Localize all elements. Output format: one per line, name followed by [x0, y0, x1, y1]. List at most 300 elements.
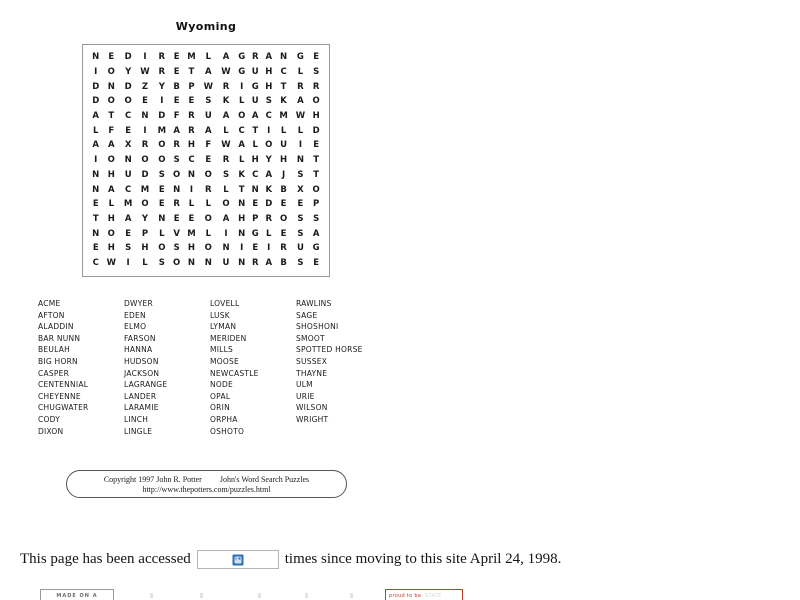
proud-to-be-badge[interactable]	[385, 589, 463, 600]
grid-cell: T	[280, 81, 287, 92]
word-list-item: LINCH	[124, 414, 149, 424]
grid-cell: H	[141, 243, 149, 254]
grid-row	[89, 256, 323, 271]
word-list-item: THAYNE	[296, 368, 328, 378]
word-list-item: SUSSEX	[296, 356, 328, 366]
grid-cell: G	[312, 243, 320, 254]
decor-dot	[305, 593, 308, 598]
grid-cell: E	[158, 199, 165, 210]
word-list-item: CHUGWATER	[38, 403, 89, 413]
grid-cell: A	[251, 110, 259, 121]
grid-cell: D	[265, 199, 273, 210]
grid-cell: O	[141, 155, 149, 166]
hit-counter-image	[197, 550, 279, 569]
word-search-grid	[82, 44, 330, 277]
grid-cell: G	[296, 52, 304, 63]
grid-cell: K	[265, 184, 273, 195]
word-column	[210, 298, 296, 437]
grid-cell: F	[108, 125, 115, 136]
grid-cell: E	[188, 96, 195, 107]
word-list-item: ORPHA	[210, 414, 238, 424]
grid-cell: G	[251, 81, 259, 92]
grid-cell: A	[173, 125, 180, 136]
decor-dot	[258, 593, 261, 598]
grid-cell: H	[107, 214, 115, 225]
grid-cell: O	[173, 258, 181, 269]
grid-cell: L	[238, 96, 245, 107]
grid-cell: C	[188, 155, 195, 166]
grid-cell: R	[251, 52, 259, 63]
grid-cell: N	[92, 52, 100, 63]
grid-cell: N	[187, 258, 195, 269]
word-list-item: MERIDEN	[210, 333, 247, 343]
grid-cell: H	[265, 66, 273, 77]
word-list-item: RAWLINS	[296, 299, 332, 308]
made-on-a-mac-badge[interactable]: MADE ON A	[40, 589, 114, 600]
word-list-item: LYMAN	[210, 322, 237, 332]
grid-cell: O	[312, 96, 320, 107]
grid-cell: R	[222, 81, 230, 92]
grid-cell: K	[222, 96, 230, 107]
grid-cell: H	[107, 169, 115, 180]
grid-cell: E	[173, 66, 180, 77]
grid-cell: O	[158, 155, 166, 166]
grid-cell: L	[238, 155, 245, 166]
grid-row	[89, 65, 323, 80]
grid-cell: P	[188, 81, 195, 92]
grid-cell: T	[92, 214, 99, 225]
grid-cell: A	[297, 96, 304, 107]
grid-cell: R	[280, 243, 287, 254]
grid-cell: O	[107, 155, 115, 166]
grid-cell: O	[107, 66, 115, 77]
copyright-url[interactable]: http://www.thepotters.com/puzzles.html	[142, 484, 271, 494]
word-list-item: SHOSHONI	[296, 322, 339, 332]
word-list-item: EDEN	[124, 310, 146, 320]
word-column	[124, 298, 210, 437]
word-list-item: LAGRANGE	[124, 380, 168, 390]
word-list-item: BEULAH	[38, 345, 70, 355]
grid-cell: S	[158, 258, 165, 269]
grid-cell: H	[107, 243, 115, 254]
grid-cell: L	[252, 140, 258, 151]
decor-dot	[150, 593, 153, 598]
grid-cell: O	[279, 214, 288, 225]
grid-cell: R	[297, 81, 304, 92]
grid-cell: E	[252, 243, 259, 254]
grid-cell: U	[280, 140, 288, 151]
grid-cell: S	[313, 66, 320, 77]
grid-row	[89, 138, 323, 153]
word-list-item: BIG HORN	[38, 356, 78, 366]
grid-cell: I	[143, 125, 147, 136]
proud-badge-dim-text: STATE	[423, 593, 442, 599]
grid-cell: N	[238, 228, 246, 239]
grid-cell: E	[188, 214, 195, 225]
grid-cell: E	[252, 199, 259, 210]
grid-cell: U	[204, 110, 212, 121]
grid-cell: C	[92, 258, 99, 269]
grid-cell: D	[124, 52, 132, 63]
grid-cell: C	[265, 110, 272, 121]
grid-cell: A	[265, 169, 273, 180]
grid-cell: I	[240, 243, 244, 254]
grid-cell: I	[160, 96, 164, 107]
grid-cell: L	[205, 199, 211, 210]
grid-cell: P	[141, 228, 149, 239]
grid-row	[89, 50, 323, 65]
word-list-item: SMOOT	[296, 333, 325, 343]
grid-cell: T	[108, 110, 115, 121]
grid-cell: I	[189, 184, 194, 195]
grid-cell: C	[280, 66, 287, 77]
grid-cell: N	[141, 110, 149, 121]
grid-cell: U	[251, 96, 259, 107]
word-list-item: URIE	[296, 391, 315, 401]
grid-cell: L	[280, 125, 287, 136]
word-column	[38, 298, 124, 437]
grid-cell: E	[125, 125, 132, 136]
word-list-item: CHEYENNE	[38, 391, 81, 401]
grid-cell: N	[296, 155, 304, 166]
word-list-item: MILLS	[210, 345, 234, 355]
grid-cell: E	[297, 199, 304, 210]
grid-cell: R	[188, 110, 195, 121]
grid-cell: R	[141, 140, 149, 151]
grid-cell: L	[108, 199, 114, 210]
grid-cell: S	[222, 169, 230, 180]
grid-cell: G	[238, 52, 246, 63]
grid-cell: S	[297, 214, 304, 225]
grid-cell: N	[92, 228, 100, 239]
grid-cell: L	[266, 228, 272, 239]
grid-cell: O	[124, 96, 132, 107]
grid-cell: O	[265, 140, 273, 151]
grid-cell: A	[204, 125, 212, 136]
grid-cell: O	[204, 169, 212, 180]
grid-cell: S	[158, 169, 165, 180]
grid-cell: H	[187, 243, 195, 254]
grid-cell: X	[297, 184, 304, 195]
grid-cell: I	[94, 66, 98, 77]
grid-row	[89, 182, 323, 197]
grid-cell: R	[265, 214, 273, 225]
grid-cell: W	[106, 258, 116, 269]
grid-cell: A	[222, 110, 230, 121]
grid-cell: A	[92, 140, 100, 151]
grid-cell: O	[173, 169, 181, 180]
grid-row	[89, 241, 323, 256]
grid-cell: T	[188, 66, 195, 77]
grid-cell: E	[173, 214, 180, 225]
grid-cell: A	[92, 110, 100, 121]
word-list-item: SPOTTED HORSE	[296, 345, 363, 355]
word-list-item: LUSK	[210, 310, 230, 320]
grid-cell: N	[158, 214, 166, 225]
grid-cell: A	[222, 52, 230, 63]
grid-cell: E	[280, 228, 287, 239]
grid-cell: L	[205, 228, 211, 239]
grid-cell: I	[224, 228, 228, 239]
word-list-item: LINGLE	[124, 426, 153, 436]
grid-cell: E	[313, 258, 320, 269]
decor-dot	[350, 593, 353, 598]
grid-cell: A	[265, 52, 273, 63]
word-list-item: HANNA	[124, 345, 153, 355]
proud-badge-label: proud to be	[389, 593, 422, 599]
word-list-item: ULM	[296, 380, 313, 390]
page-title: Wyoming	[175, 20, 237, 33]
grid-cell: L	[205, 52, 211, 63]
grid-cell: R	[222, 155, 230, 166]
grid-cell: C	[125, 184, 132, 195]
grid-cell: A	[265, 258, 273, 269]
grid-cell: T	[252, 125, 259, 136]
word-list-item: BAR NUNN	[38, 333, 81, 343]
grid-cell: R	[173, 140, 180, 151]
grid-cell: N	[280, 52, 288, 63]
grid-cell: W	[203, 81, 213, 92]
grid-cell: M	[187, 52, 196, 63]
grid-cell: E	[108, 52, 115, 63]
grid-cell: N	[187, 169, 195, 180]
grid-cell: R	[312, 81, 320, 92]
grid-cell: T	[313, 169, 320, 180]
word-list-item: SAGE	[296, 310, 318, 320]
grid-row	[89, 109, 323, 124]
grid-cell: W	[221, 140, 231, 151]
grid-cell: N	[238, 258, 246, 269]
grid-cell: I	[94, 155, 98, 166]
copyright-box	[66, 470, 347, 498]
grid-cell: S	[173, 243, 180, 254]
grid-cell: C	[125, 110, 132, 121]
word-list-item: DWYER	[124, 299, 153, 308]
word-list-item: LARAMIE	[124, 403, 159, 413]
grid-cell: E	[173, 96, 180, 107]
grid-cell: E	[313, 52, 320, 63]
grid-cell: S	[297, 258, 304, 269]
grid-cell: O	[141, 199, 149, 210]
grid-cell: L	[142, 258, 148, 269]
word-list-item: LOVELL	[210, 299, 240, 308]
access-counter-line	[20, 550, 561, 569]
grid-cell: O	[204, 243, 212, 254]
grid-row	[89, 153, 323, 168]
grid-cell: R	[188, 125, 195, 136]
grid-cell: R	[173, 199, 180, 210]
word-column	[296, 298, 406, 437]
grid-cell: B	[173, 81, 180, 92]
grid-cell: C	[238, 125, 245, 136]
word-list-item: CODY	[38, 414, 61, 424]
copyright-line-1	[104, 475, 309, 484]
grid-cell: B	[280, 258, 287, 269]
grid-cell: E	[313, 140, 320, 151]
grid-cell: P	[252, 214, 259, 225]
grid-cell: K	[280, 96, 287, 107]
grid-cell: N	[204, 258, 212, 269]
grid-cell: N	[251, 184, 259, 195]
grid-cell: C	[252, 169, 259, 180]
grid-row	[89, 79, 323, 94]
grid-cell: M	[279, 110, 288, 121]
grid-cell: E	[125, 228, 132, 239]
grid-cell: O	[312, 184, 320, 195]
grid-cell: S	[297, 228, 304, 239]
grid-cell: I	[240, 81, 244, 92]
word-list-item: AFTON	[38, 310, 65, 320]
grid-cell: H	[312, 110, 320, 121]
grid-cell: Y	[158, 81, 165, 92]
grid-cell: D	[158, 110, 166, 121]
grid-cell: L	[93, 125, 99, 136]
grid-cell: A	[238, 140, 245, 151]
grid-cell: D	[141, 169, 149, 180]
grid-cell: T	[238, 184, 245, 195]
grid-cell: H	[280, 155, 288, 166]
word-list-item: CENTENNIAL	[38, 380, 89, 390]
grid-cell: W	[295, 110, 306, 121]
grid-cell: I	[298, 140, 302, 151]
grid-cell: O	[107, 96, 115, 107]
grid-row	[89, 197, 323, 212]
grid-row	[89, 124, 323, 139]
grid-cell: D	[124, 81, 132, 92]
grid-cell: G	[251, 228, 259, 239]
grid-cell: K	[238, 169, 245, 180]
grid-cell: O	[204, 214, 212, 225]
access-suffix-text: times since moving to this site April 24, 1998.	[284, 551, 562, 567]
word-list-item: MOOSE	[210, 356, 240, 366]
grid-cell: L	[297, 66, 304, 77]
grid-table	[89, 50, 323, 271]
grid-cell: Z	[141, 81, 149, 92]
grid-cell: I	[126, 258, 130, 269]
grid-cell: E	[92, 243, 99, 254]
grid-cell: S	[297, 169, 304, 180]
grid-cell: A	[204, 66, 212, 77]
grid-cell: M	[157, 125, 167, 136]
grid-cell: O	[158, 140, 166, 151]
access-prefix-text: This page has been accessed	[20, 551, 191, 567]
grid-cell: A	[222, 214, 230, 225]
grid-cell: W	[221, 66, 231, 77]
word-list-item: LANDER	[124, 391, 157, 401]
grid-cell: S	[313, 214, 320, 225]
grid-cell: Y	[265, 155, 272, 166]
grid-cell: V	[173, 228, 180, 239]
grid-cell: L	[188, 199, 195, 210]
word-list-item: CASPER	[38, 368, 70, 378]
grid-cell: G	[238, 66, 246, 77]
word-list-item: DIXON	[38, 426, 64, 436]
grid-cell: J	[281, 169, 286, 180]
grid-cell: D	[312, 125, 320, 136]
grid-cell: O	[107, 228, 115, 239]
grid-cell: P	[313, 199, 320, 210]
grid-cell: N	[173, 184, 181, 195]
grid-cell: Y	[125, 66, 132, 77]
grid-cell: L	[223, 125, 229, 136]
word-list-item: NEWCASTLE	[210, 368, 259, 378]
word-list-item: ORIN	[210, 403, 230, 413]
copyright-site-name: John's Word Search Puzzles	[219, 474, 310, 484]
grid-cell: F	[205, 140, 212, 151]
grid-cell: E	[142, 96, 148, 107]
grid-cell: R	[158, 52, 166, 63]
grid-cell: I	[267, 125, 271, 136]
grid-cell: I	[267, 243, 271, 254]
grid-cell: U	[124, 169, 132, 180]
grid-cell: D	[92, 81, 100, 92]
grid-cell: H	[187, 140, 195, 151]
grid-cell: N	[107, 81, 115, 92]
word-list-item: ACME	[38, 299, 61, 308]
grid-cell: E	[280, 199, 287, 210]
grid-cell: S	[265, 96, 272, 107]
grid-row	[89, 94, 323, 109]
grid-cell: E	[158, 184, 165, 195]
grid-cell: O	[222, 199, 230, 210]
word-list-item: WILSON	[296, 403, 328, 413]
word-list-item: WRIGHT	[296, 414, 329, 424]
grid-cell: U	[251, 66, 259, 77]
grid-cell: E	[173, 52, 180, 63]
grid-cell: N	[92, 184, 100, 195]
grid-cell: M	[123, 199, 133, 210]
grid-cell: A	[108, 184, 115, 195]
word-list-item: OPAL	[210, 391, 231, 401]
grid-cell: L	[223, 184, 229, 195]
broken-image-icon	[232, 554, 243, 565]
grid-row	[89, 227, 323, 242]
grid-cell: N	[222, 243, 230, 254]
grid-row	[89, 212, 323, 227]
grid-cell: R	[251, 258, 259, 269]
grid-cell: X	[124, 140, 132, 151]
word-list-item: FARSON	[124, 333, 156, 343]
grid-cell: D	[92, 96, 100, 107]
grid-cell: S	[173, 155, 180, 166]
word-list	[38, 298, 458, 437]
grid-cell: R	[205, 184, 212, 195]
grid-cell: A	[312, 228, 320, 239]
copyright-owner: Copyright 1997 John R. Potter	[103, 474, 202, 484]
word-list-item: JACKSON	[124, 368, 160, 378]
grid-cell: F	[173, 110, 180, 121]
grid-cell: E	[92, 199, 99, 210]
grid-cell: T	[313, 155, 320, 166]
grid-cell: B	[280, 184, 287, 195]
grid-cell: N	[238, 199, 246, 210]
word-list-item: NODE	[210, 380, 234, 390]
grid-cell: M	[187, 228, 196, 239]
grid-cell: E	[205, 155, 212, 166]
grid-cell: N	[92, 169, 100, 180]
grid-cell: A	[108, 140, 115, 151]
decor-dot	[200, 593, 203, 598]
grid-cell: N	[124, 155, 132, 166]
word-list-item: OSHOTO	[210, 426, 245, 436]
grid-cell: Y	[141, 214, 149, 225]
grid-cell: U	[222, 258, 230, 269]
grid-cell: S	[125, 243, 132, 254]
word-list-item: HUDSON	[124, 356, 159, 366]
grid-cell: O	[158, 243, 166, 254]
grid-cell: L	[297, 125, 304, 136]
grid-cell: I	[143, 52, 147, 63]
